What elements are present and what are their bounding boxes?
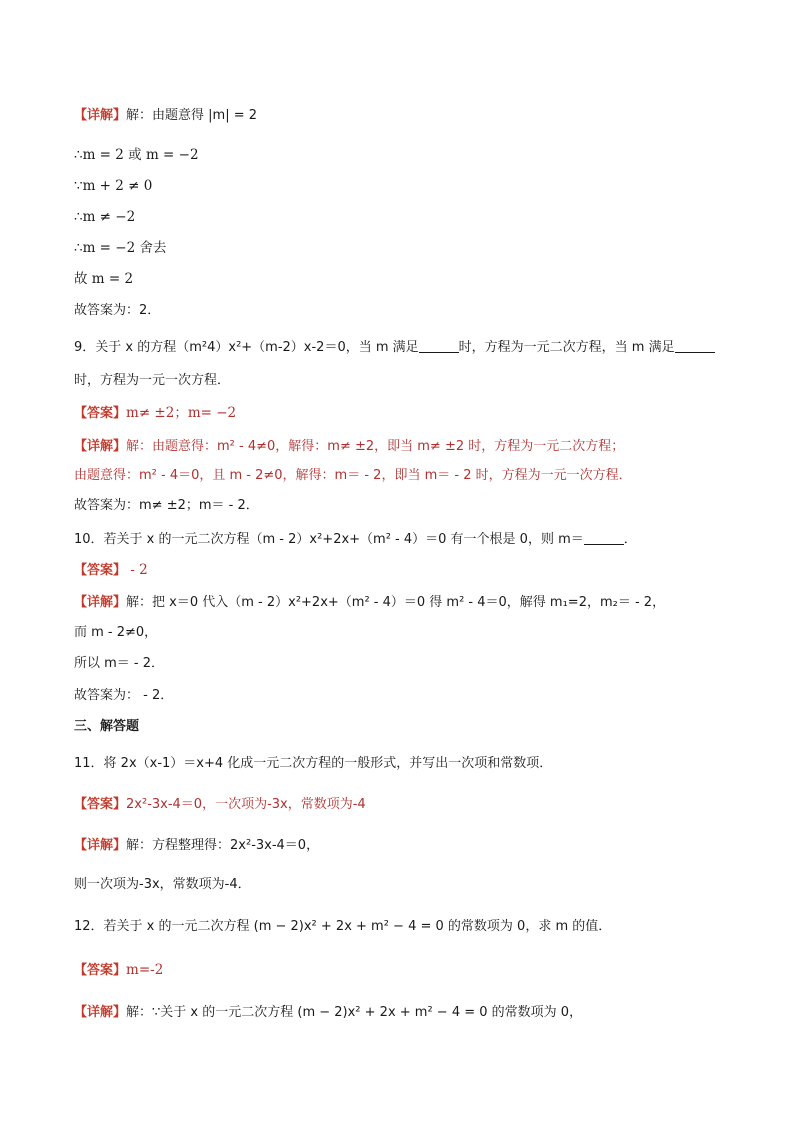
answer-text: - 2 bbox=[126, 562, 148, 578]
detail-text: 解：∵关于 x 的一元二次方程 (m − 2)x² + 2x + m² − 4 = 0 的常数项为 0， bbox=[126, 1005, 583, 1020]
answer-line bbox=[74, 561, 148, 580]
detail-text: 解：由题意得：m² - 4≠0，解得：m≠ ±2，即当 m≠ ±2 时，方程为一元二次方程； bbox=[126, 439, 625, 454]
answer-tag: 【答案】 bbox=[74, 563, 127, 578]
detail-line: 则一次项为-3x，常数项为-4． bbox=[74, 877, 251, 892]
detail-line: 由题意得：m² - 4＝0，且 m - 2≠0，解得：m＝ - 2，即当 m＝ - 2 时，方程为一元一次方程． bbox=[74, 468, 632, 483]
math-line: ∴m = −2 舍去 bbox=[74, 240, 167, 256]
detail-line bbox=[74, 593, 665, 612]
answer-text: m=-2 bbox=[126, 962, 164, 978]
detail-tag: 【详解】 bbox=[74, 108, 127, 123]
question-10 bbox=[74, 530, 637, 549]
answer-tag: 【答案】 bbox=[74, 797, 127, 812]
detail-line: 而 m - 2≠0， bbox=[74, 625, 158, 640]
math-line: ∴m = 2 或 m = −2 bbox=[74, 147, 199, 163]
detail-text: 解：方程整理得：2x²-3x-4＝0， bbox=[126, 838, 320, 853]
answer-summary: 故答案为：2． bbox=[74, 303, 161, 318]
detail-text: 解：把 x＝0 代入（m - 2）x²+2x+（m² - 4）＝0 得 m² - 4＝0，解得 m₁=2，m₂＝ - 2， bbox=[126, 595, 666, 610]
question-9-part1: 9．关于 x 的方程（m²4）x²+（m-2）x-2＝0，当 m 满足 bbox=[74, 340, 419, 355]
question-11: 11．将 2x（x-1）＝x+4 化成一元二次方程的一般形式，并写出一次项和常数项． bbox=[74, 756, 553, 771]
answer-text: 2x²-3x-4＝0，一次项为-3x，常数项为-4 bbox=[126, 797, 366, 812]
answer-line bbox=[74, 795, 366, 814]
question-9 bbox=[74, 338, 715, 357]
question-9-part2: 时，方程为一元二次方程，当 m 满足 bbox=[458, 340, 675, 355]
question-10-text: 10．若关于 x 的一元二次方程（m - 2）x²+2x+（m² - 4）＝0 有一个根是 0，则 m＝ bbox=[74, 532, 584, 547]
detail-line bbox=[74, 836, 319, 855]
math-line: 故 m = 2 bbox=[74, 271, 134, 287]
detail-text: 解：由题意得 |m| = 2 bbox=[126, 108, 257, 123]
question-9-cont: 时，方程为一元一次方程． bbox=[74, 373, 231, 388]
detail-tag: 【详解】 bbox=[74, 439, 127, 454]
detail-tag: 【详解】 bbox=[74, 838, 127, 853]
answer-line bbox=[74, 961, 163, 980]
question-12: 12．若关于 x 的一元二次方程 (m − 2)x² + 2x + m² − 4 = 0 的常数项为 0，求 m 的值． bbox=[74, 919, 612, 934]
detail-line bbox=[74, 437, 624, 456]
answer-blank bbox=[419, 338, 459, 353]
answer-blank bbox=[675, 338, 715, 353]
question-10-end: ． bbox=[623, 532, 637, 547]
answer-tag: 【答案】 bbox=[74, 963, 127, 978]
detail-line-1 bbox=[74, 106, 257, 125]
answer-summary: 故答案为：m≠ ±2；m＝ - 2． bbox=[74, 498, 259, 513]
detail-line: 所以 m＝ - 2． bbox=[74, 656, 165, 671]
answer-tag: 【答案】 bbox=[74, 406, 127, 421]
answer-line bbox=[74, 404, 236, 423]
section-heading: 三、解答题 bbox=[74, 719, 140, 734]
detail-tag: 【详解】 bbox=[74, 1005, 127, 1020]
answer-summary: 故答案为： - 2． bbox=[74, 688, 174, 703]
detail-line bbox=[74, 1003, 582, 1022]
math-line: ∴m ≠ −2 bbox=[74, 209, 136, 225]
detail-tag: 【详解】 bbox=[74, 595, 127, 610]
math-line: ∵m + 2 ≠ 0 bbox=[74, 178, 153, 194]
answer-blank bbox=[584, 530, 624, 545]
answer-text: m≠ ±2；m= −2 bbox=[126, 405, 237, 421]
